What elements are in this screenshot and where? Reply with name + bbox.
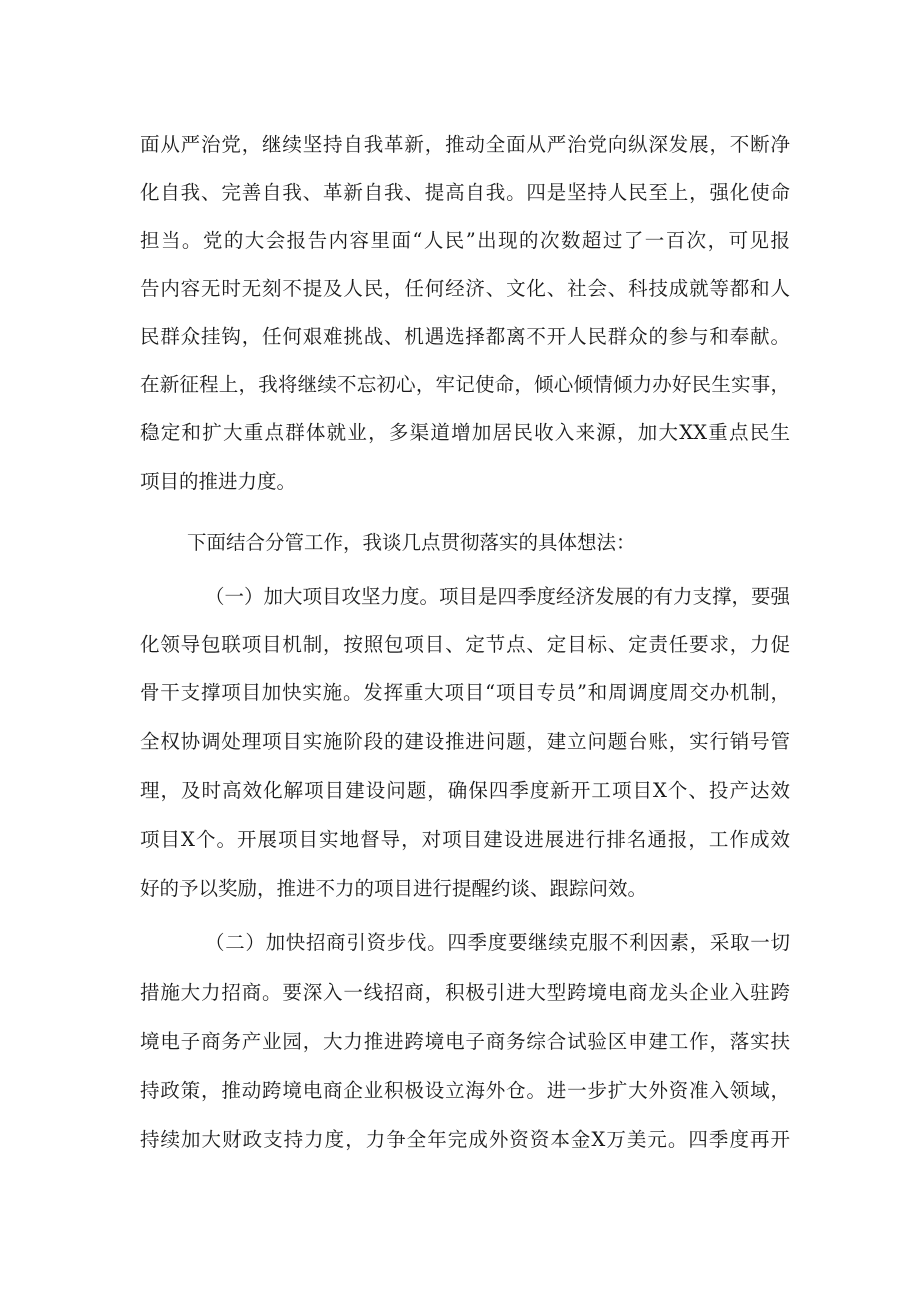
section-heading-line: （一）加大项目攻坚力度。项目是四季度经济发展的有力支撑，要强 [205,585,790,608]
text-line: 稳定和扩大重点群体就业，多渠道增加居民收入来源，加大XX重点民生 [140,421,790,444]
text-line: 持续加大财政支持力度，力争全年完成外资资本金X万美元。四季度再开 [140,1128,790,1151]
text-line: 持政策，推动跨境电商企业积极设立海外仓。进一步扩大外资准入领域， [140,1079,790,1102]
text-line: 措施大力招商。要深入一线招商，积极引进大型跨境电商龙头企业入驻跨 [140,981,790,1004]
text-line: 项目X个。开展项目实地督导，对项目建设进展进行排名通报，工作成效 [140,828,790,851]
text-line: 骨干支撑项目加快实施。发挥重大项目“项目专员”和周调度周交办机制， [140,681,790,704]
text-line: 项目的推进力度。 [140,470,297,493]
section-heading-line: （二）加快招商引资步伐。四季度要继续克服不利因素，采取一切 [205,931,790,954]
paragraph-intro: 下面结合分管工作，我谈几点贯彻落实的具体想法： [187,531,636,554]
text-line: 面从严治党，继续坚持自我革新，推动全面从严治党向纵深发展，不断净 [140,133,790,156]
text-line: 全权协调处理项目实施阶段的建设推进问题，建立问题台账，实行销号管 [140,730,790,753]
text-line: 理，及时高效化解项目建设问题，确保四季度新开工项目X个、投产达效 [140,779,790,802]
text-line: 告内容无时无刻不提及人民，任何经济、文化、社会、科技成就等都和人 [140,277,790,300]
text-line: 在新征程上，我将继续不忘初心，牢记使命，倾心倾情倾力办好民生实事， [140,373,790,396]
text-line: 担当。党的大会报告内容里面“人民”出现的次数超过了一百次，可见报 [140,229,790,252]
text-line: 化自我、完善自我、革新自我、提高自我。四是坚持人民至上，强化使命 [140,181,790,204]
text-line: 境电子商务产业园，大力推进跨境电子商务综合试验区申建工作，落实扶 [140,1030,790,1053]
text-line: 好的予以奖励，推进不力的项目进行提醒约谈、跟踪问效。 [140,877,648,900]
text-line: 化领导包联项目机制，按照包项目、定节点、定目标、定责任要求，力促 [140,633,790,656]
text-line: 民群众挂钩，任何艰难挑战、机遇选择都离不开人民群众的参与和奉献。 [140,325,790,348]
